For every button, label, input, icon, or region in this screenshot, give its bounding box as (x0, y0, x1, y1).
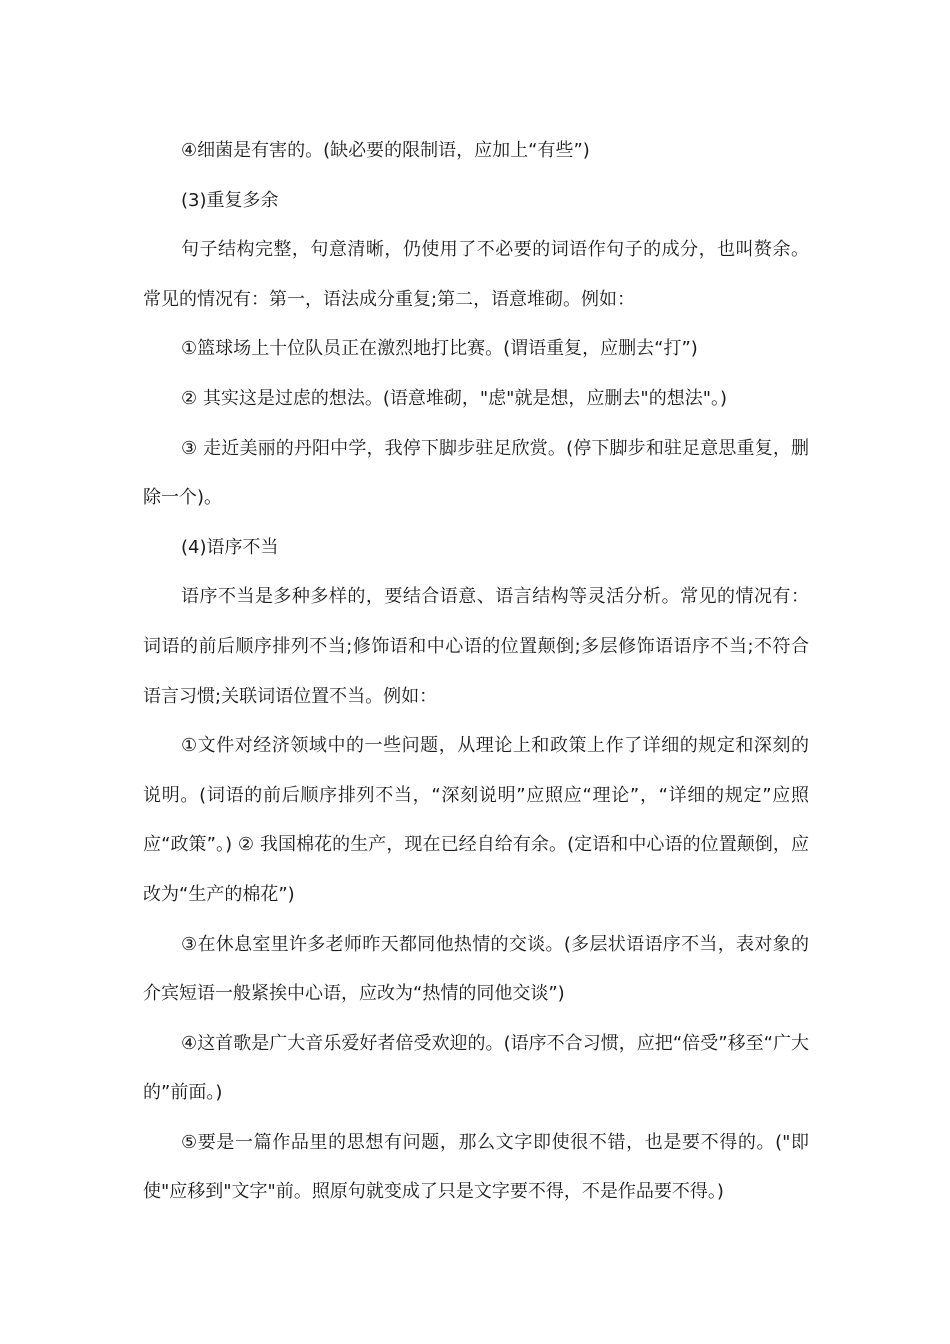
example-item: ①篮球场上十位队员正在激烈地打比赛。(谓语重复，应删去“打”) (181, 338, 698, 360)
paragraph: ④细菌是有害的。(缺必要的限制语，应加上“有些”) (181, 140, 590, 161)
document-body (143, 126, 809, 1217)
example-item: ③在休息室里许多老师昨天都同他热情的交谈。(多层状语语序不当，表对象的介宾短语一般紧挨中心语，应改为“热情的同他交谈”) (143, 933, 809, 1005)
paragraph: 句子结构完整，句意清晰，仍使用了不必要的词语作句子的成分，也叫赘余。常见的情况有：第一，语法成分重复;第二，语意堆砌。例如： (143, 239, 809, 310)
example-item: ③ 走近美丽的丹阳中学，我停下脚步驻足欣赏。(停下脚步和驻足意思重复，删除一个)。 (143, 437, 809, 509)
section-heading: (3)重复多余 (181, 189, 279, 211)
example-item: ② 其实这是过虑的想法。(语意堆砌，"虑"就是想，应删去"的想法"。) (181, 387, 728, 409)
example-item: ①文件对经济领域中的一些问题，从理论上和政策上作了详细的规定和深刻的说明。(词语的前后顺序排列不当，“深刻说明”应照应“理论”，“详细的规定”应照应“政策”。) ② 我国棉花的生产，现在已经自给有余。(定语和中心语的位置颠倒，应改为“生产的棉花”) (143, 735, 809, 905)
example-item: ④这首歌是广大音乐爱好者倍受欢迎的。(语序不合习惯，应把“倍受”移至“广大的”前面。) (143, 1032, 809, 1104)
example-item: ⑤要是一篇作品里的思想有问题，那么文字即使很不错，也是要不得的。("即使"应移到"文字"前。照原句就变成了只是文字要不得，不是作品要不得。) (143, 1131, 809, 1203)
paragraph: 语序不当是多种多样的，要结合语意、语言结构等灵活分析。常见的情况有：词语的前后顺序排列不当;修饰语和中心语的位置颠倒;多层修饰语语序不当;不符合语言习惯;关联词语位置不当。例如： (143, 586, 809, 707)
section-heading: (4)语序不当 (181, 536, 279, 558)
